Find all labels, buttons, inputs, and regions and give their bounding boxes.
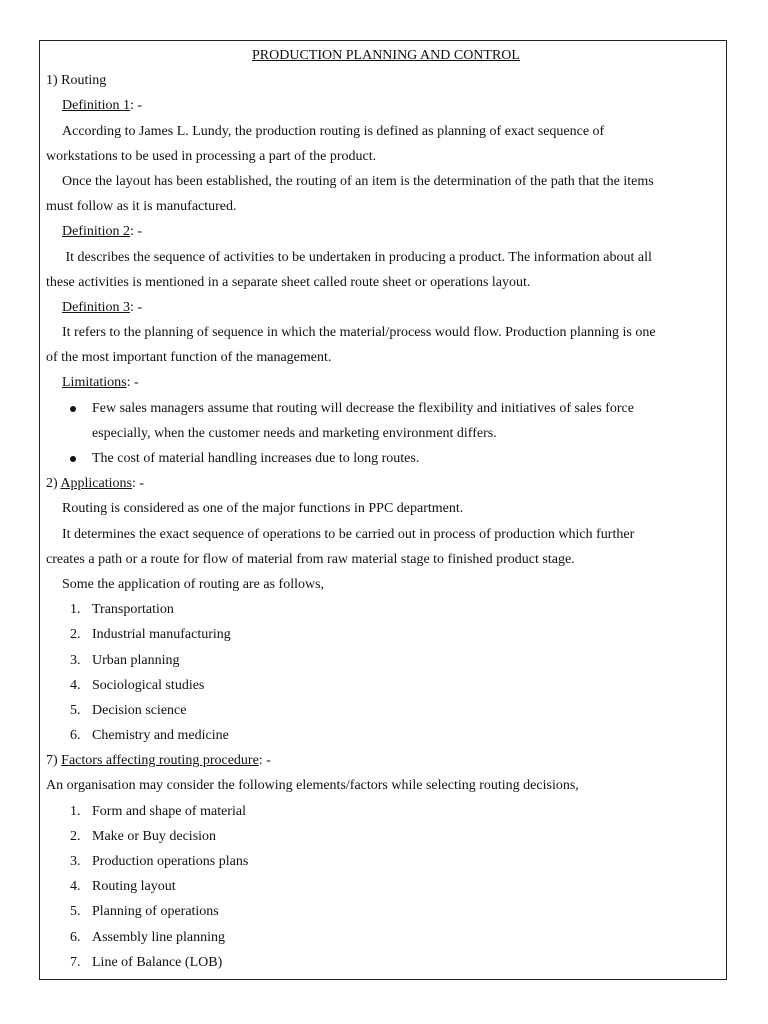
- factors-suffix: : -: [258, 753, 271, 769]
- limitation-bullet-1: [46, 396, 726, 421]
- applications-label: Applications: [60, 476, 132, 492]
- limitation-2-text: The cost of material handling increases due to long routes.: [92, 451, 420, 466]
- list-item-text: Sociological studies: [92, 677, 205, 693]
- list-item-text: Planning of operations: [92, 904, 219, 920]
- definition-2-suffix: : -: [130, 224, 143, 240]
- section-factors-heading: [46, 748, 726, 773]
- list-number: 5.: [70, 904, 81, 920]
- definition-1-line-2: workstations to be used in processing a part of the product.: [46, 148, 377, 164]
- definition-2-line-2: these activities is mentioned in a separate sheet called route sheet or operations layout.: [46, 274, 531, 290]
- application-item-4: [46, 673, 726, 698]
- application-item-6: [46, 723, 726, 748]
- application-item-2: [46, 622, 726, 647]
- definition-3-line-2: of the most important function of the management.: [46, 350, 332, 366]
- list-item-text: Make or Buy decision: [92, 828, 217, 844]
- definition-1-label: Definition 1: [62, 98, 131, 114]
- list-number: 7.: [70, 954, 81, 970]
- list-number: 3.: [70, 652, 81, 668]
- factor-item-4: [46, 874, 726, 899]
- definition-1-heading: [46, 93, 726, 118]
- definition-3-heading: [46, 295, 726, 320]
- factor-item-6: [46, 925, 726, 950]
- list-number: 1.: [70, 602, 81, 618]
- list-item-text: Production operations plans: [92, 854, 249, 869]
- application-item-5: [46, 698, 726, 723]
- definition-1-suffix: : -: [130, 98, 143, 114]
- definition-3-label: Definition 3: [62, 299, 131, 315]
- factor-item-7: [46, 950, 726, 975]
- applications-paragraph-2-line-1: It determines the exact sequence of operations to be carried out in process of production which further: [62, 526, 635, 542]
- limitation-1-line-1: Few sales managers assume that routing will decrease the flexibility and initiatives of sales force: [92, 400, 634, 416]
- list-item-text: Chemistry and medicine: [92, 728, 229, 744]
- limitation-1-line-2: especially, when the customer needs and marketing environment differs.: [92, 425, 497, 441]
- application-item-1: [46, 597, 726, 622]
- definition-1-line-3: Once the layout has been established, the routing of an item is the determination of the path that the items: [62, 173, 654, 189]
- definition-2-heading: [46, 219, 726, 244]
- list-item-text: Form and shape of material: [92, 803, 246, 819]
- bullet-icon: [70, 406, 76, 412]
- list-number: 6.: [70, 728, 81, 744]
- list-number: 6.: [70, 929, 81, 945]
- bullet-icon: [70, 456, 76, 462]
- list-number: 3.: [70, 854, 81, 869]
- definition-3-line-1: It refers to the planning of sequence in which the material/process would flow. Production planning is one: [62, 325, 656, 341]
- factors-prefix: 7): [46, 753, 62, 769]
- list-item-text: Assembly line planning: [92, 929, 225, 945]
- list-number: 2.: [70, 828, 81, 844]
- limitation-bullet-2: [46, 446, 726, 471]
- applications-suffix: : -: [131, 476, 144, 492]
- document-body: [46, 43, 726, 975]
- application-item-3: [46, 648, 726, 673]
- factor-item-2: [46, 824, 726, 849]
- page-title: PRODUCTION PLANNING AND CONTROL: [252, 48, 520, 63]
- definition-1-line-4: must follow as it is manufactured.: [46, 199, 237, 215]
- list-number: 5.: [70, 702, 81, 718]
- limitations-heading: [46, 370, 726, 395]
- definition-2-line-1: It describes the sequence of activities to be undertaken in producing a product. The information about all: [62, 249, 652, 265]
- factor-item-3: [46, 849, 726, 874]
- list-item-text: Industrial manufacturing: [92, 627, 231, 643]
- list-number: 1.: [70, 803, 81, 819]
- definition-3-suffix: : -: [130, 299, 143, 315]
- list-item-text: Transportation: [92, 602, 174, 618]
- list-number: 4.: [70, 879, 81, 895]
- applications-prefix: 2): [46, 476, 61, 492]
- list-item-text: Urban planning: [92, 652, 180, 668]
- list-item-text: Routing layout: [92, 879, 176, 895]
- list-number: 2.: [70, 627, 81, 643]
- factors-intro: An organisation may consider the following elements/factors while selecting routing decisions,: [46, 778, 579, 794]
- factor-item-5: [46, 899, 726, 924]
- section-routing-heading: 1) Routing: [46, 73, 107, 89]
- list-item-text: Decision science: [92, 702, 187, 718]
- limitations-suffix: : -: [126, 375, 139, 391]
- list-number: 4.: [70, 677, 81, 693]
- factor-item-1: [46, 799, 726, 824]
- factors-label: Factors affecting routing procedure: [61, 753, 259, 769]
- limitations-label: Limitations: [62, 375, 127, 391]
- applications-paragraph-2-line-2: creates a path or a route for flow of material from raw material stage to finished product stage.: [46, 551, 575, 567]
- list-item-text: Line of Balance (LOB): [92, 954, 223, 970]
- applications-paragraph-1: Routing is considered as one of the major functions in PPC department.: [62, 501, 464, 517]
- definition-1-line-1: According to James L. Lundy, the production routing is defined as planning of exact sequence of: [62, 123, 605, 139]
- definition-2-label: Definition 2: [62, 224, 131, 240]
- section-applications-heading: [46, 471, 726, 496]
- applications-paragraph-3: Some the application of routing are as follows,: [62, 576, 325, 592]
